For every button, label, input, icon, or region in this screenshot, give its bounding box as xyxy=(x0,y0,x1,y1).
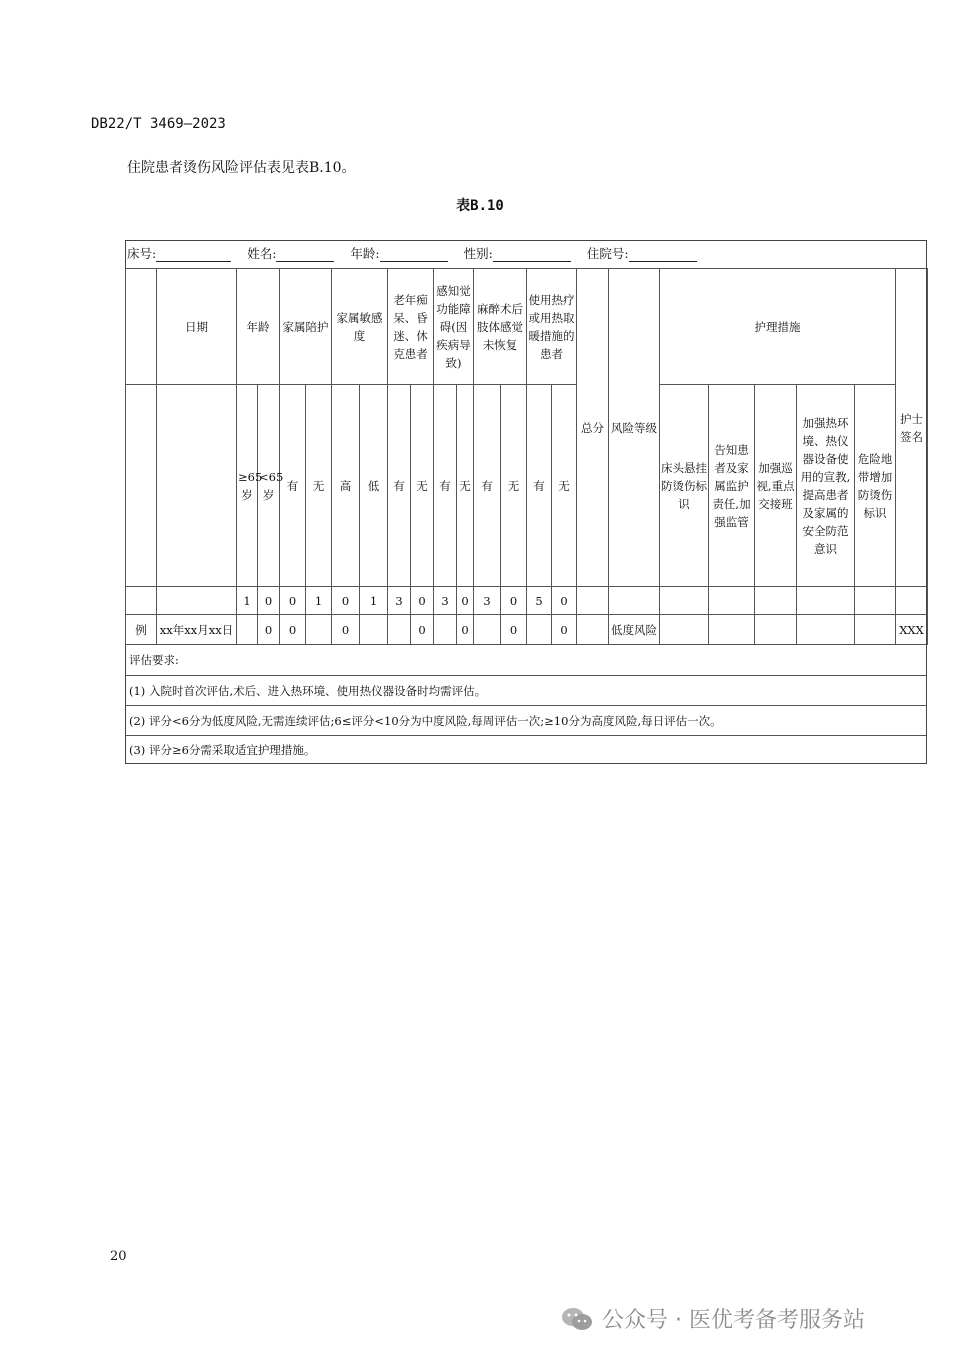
table-caption: 表B.10 xyxy=(456,198,504,214)
measure-inform-family: 告知患者及家属监护责任,加强监管 xyxy=(709,385,755,587)
example-value: 0 xyxy=(258,615,280,645)
measure-danger-sign: 危险地带增加防烫伤标识 xyxy=(855,385,896,587)
score-cell: 0 xyxy=(457,587,474,615)
score-cell: 3 xyxy=(474,587,501,615)
header-row-1 xyxy=(126,269,928,385)
measure-education: 加强热环境、热仪器设备使用的宣教,提高患者及家属的安全防范意识 xyxy=(797,385,855,587)
measure-patrol: 加强巡视,重点交接班 xyxy=(755,385,797,587)
requirement-item: (2) 评分<6分为低度风险,无需连续评估;6≤评分<10分为中度风险,每周评估一次;≥10分为高度风险,每日评估一次。 xyxy=(125,705,927,735)
example-value xyxy=(360,615,388,645)
requirement-item: (3) 评分≥6分需采取适宜护理措施。 xyxy=(125,735,927,764)
requirement-item: (1) 入院时首次评估,术后、进入热环境、使用热仪器设备时均需评估。 xyxy=(125,675,927,705)
header-row-2 xyxy=(126,385,928,587)
empty-cell xyxy=(157,587,237,615)
empty-cell xyxy=(660,615,709,645)
example-value xyxy=(474,615,501,645)
age-field[interactable] xyxy=(380,248,448,262)
empty-cell xyxy=(660,587,709,615)
wechat-icon xyxy=(560,1306,594,1332)
page-number: 20 xyxy=(110,1249,127,1264)
age-lt65-header: <65岁 xyxy=(258,385,280,587)
nursing-header: 护理措施 xyxy=(660,269,896,385)
empty-cell xyxy=(896,587,928,615)
empty-cell xyxy=(755,615,797,645)
example-value: 0 xyxy=(411,615,434,645)
example-date: xx年xx月xx日 xyxy=(157,615,237,645)
measure-bed-sign: 床头悬挂防烫伤标识 xyxy=(660,385,709,587)
sensory-yes-header: 有 xyxy=(434,385,457,587)
score-cell: 3 xyxy=(434,587,457,615)
intro-text: 住院患者烫伤风险评估表见表B.10。 xyxy=(127,160,356,176)
risk-assessment-table xyxy=(125,268,928,645)
risk-header: 风险等级 xyxy=(609,269,660,587)
watermark xyxy=(560,1303,865,1334)
empty-cell xyxy=(126,385,157,587)
example-value: 0 xyxy=(280,615,306,645)
gender-field[interactable] xyxy=(493,248,571,262)
example-row xyxy=(126,615,928,645)
gender-label: 性别: xyxy=(463,246,493,261)
heat-yes-header: 有 xyxy=(527,385,552,587)
empty-cell xyxy=(797,587,855,615)
watermark-text: 公众号 · 医优考备考服务站 xyxy=(602,1308,865,1333)
sensitivity-low-header: 低 xyxy=(360,385,388,587)
admission-field[interactable] xyxy=(629,248,697,262)
example-value xyxy=(306,615,332,645)
anesthesia-header: 麻醉术后肢体感觉未恢复 xyxy=(474,269,527,385)
example-value xyxy=(527,615,552,645)
score-cell: 1 xyxy=(237,587,258,615)
corner-cell xyxy=(126,269,157,385)
empty-cell xyxy=(157,385,237,587)
family-no-header: 无 xyxy=(306,385,332,587)
example-value: 0 xyxy=(457,615,474,645)
sensitivity-high-header: 高 xyxy=(332,385,360,587)
empty-cell xyxy=(709,615,755,645)
sensory-header: 感知觉功能障碍(因疾病导致) xyxy=(434,269,474,385)
dementia-header: 老年痴呆、昏迷、休克患者 xyxy=(388,269,434,385)
dementia-no-header: 无 xyxy=(411,385,434,587)
bed-label: 床号: xyxy=(127,246,157,261)
empty-cell xyxy=(797,615,855,645)
date-header: 日期 xyxy=(157,269,237,385)
heat-no-header: 无 xyxy=(552,385,577,587)
score-cell: 3 xyxy=(388,587,411,615)
example-label: 例 xyxy=(126,615,157,645)
score-cell: 1 xyxy=(360,587,388,615)
bed-field[interactable] xyxy=(156,248,231,262)
score-row xyxy=(126,587,928,615)
empty-cell xyxy=(755,587,797,615)
admission-label: 住院号: xyxy=(586,246,629,261)
score-cell: 1 xyxy=(306,587,332,615)
anesthesia-yes-header: 有 xyxy=(474,385,501,587)
family-header: 家属陪护 xyxy=(280,269,332,385)
example-value xyxy=(388,615,411,645)
nurse-header: 护士签名 xyxy=(896,269,928,587)
example-risk: 低度风险 xyxy=(609,615,660,645)
sensitivity-header: 家属敏感度 xyxy=(332,269,388,385)
empty-cell xyxy=(126,587,157,615)
patient-info-bar xyxy=(127,244,709,262)
sensory-no-header: 无 xyxy=(457,385,474,587)
family-yes-header: 有 xyxy=(280,385,306,587)
age-header: 年龄 xyxy=(237,269,280,385)
score-cell: 0 xyxy=(501,587,527,615)
name-label: 姓名: xyxy=(247,246,277,261)
example-value: 0 xyxy=(552,615,577,645)
score-cell: 0 xyxy=(552,587,577,615)
age-ge65-header: ≥65岁 xyxy=(237,385,258,587)
example-total xyxy=(577,615,609,645)
score-cell: 0 xyxy=(258,587,280,615)
empty-cell xyxy=(855,615,896,645)
score-cell: 0 xyxy=(280,587,306,615)
name-field[interactable] xyxy=(276,248,334,262)
requirements-title: 评估要求: xyxy=(125,644,927,675)
empty-cell xyxy=(855,587,896,615)
score-cell: 5 xyxy=(527,587,552,615)
example-value xyxy=(434,615,457,645)
empty-cell xyxy=(609,587,660,615)
score-cell: 0 xyxy=(411,587,434,615)
anesthesia-no-header: 无 xyxy=(501,385,527,587)
document-code: DB22/T 3469—2023 xyxy=(91,116,226,132)
age-label: 年龄: xyxy=(350,246,380,261)
example-value: 0 xyxy=(501,615,527,645)
heat-header: 使用热疗或用热取暖措施的患者 xyxy=(527,269,577,385)
score-cell: 0 xyxy=(332,587,360,615)
example-nurse: XXX xyxy=(896,615,928,645)
example-value: 0 xyxy=(332,615,360,645)
total-header: 总分 xyxy=(577,269,609,587)
empty-cell xyxy=(577,587,609,615)
empty-cell xyxy=(709,587,755,615)
dementia-yes-header: 有 xyxy=(388,385,411,587)
example-value xyxy=(237,615,258,645)
